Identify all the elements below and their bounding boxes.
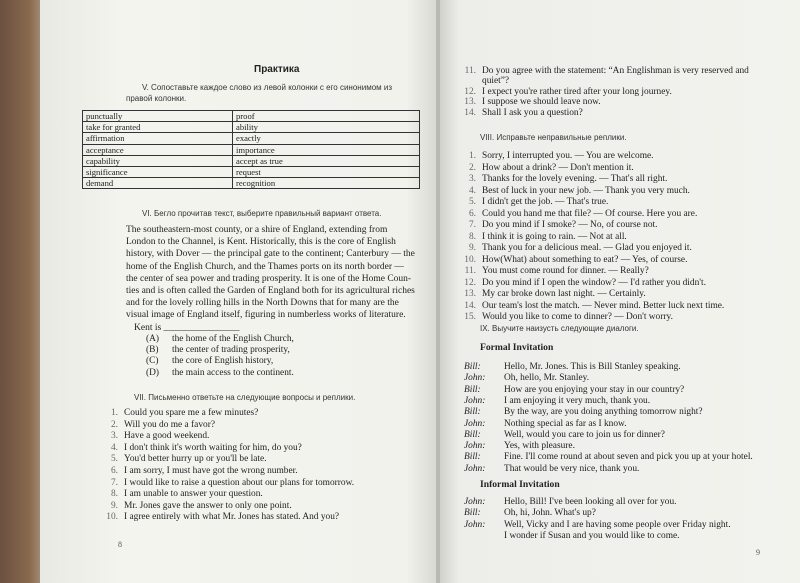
item-text: Thanks for the lovely evening. — That's all right.	[482, 174, 668, 184]
synonym-cell: ability	[233, 122, 420, 133]
item-number: 7.	[110, 477, 118, 488]
text-line: and for the lovely rolling hills in the North Downs that for many are the	[126, 298, 399, 309]
item-number: 1.	[110, 408, 118, 418]
text-line: visual image of England itself, figuring in numberless works of literature.	[126, 310, 406, 321]
item-number: 2.	[468, 162, 476, 173]
item-number: 12.	[464, 86, 476, 97]
text-line: ties and is often called the Garden of England both for its agricultural riches	[126, 285, 415, 296]
item-text: I didn't get the job. — That's true.	[482, 197, 609, 207]
utterance: How are you enjoying your stay in our country?	[504, 384, 685, 395]
speaker: Bill:	[464, 429, 481, 440]
item-number: 13.	[464, 289, 476, 299]
book-spine	[436, 0, 440, 583]
item-number: 11.	[464, 66, 476, 76]
option-text: the center of trading prosperity,	[172, 345, 290, 356]
utterance: Oh, hello, Mr. Stanley.	[504, 373, 590, 384]
synonym-cell: proof	[233, 111, 420, 122]
item-text: Would you like to come to dinner? — Don't worry.	[482, 312, 673, 322]
utterance: Fine. I'll come round at about seven and pick you up at your hotel.	[504, 452, 753, 463]
text-line: the center of sea power and trading prosperity. It is one of the Home Coun-	[126, 273, 412, 284]
item-text: I think it is going to rain. — Not at all.	[482, 231, 627, 242]
task-v-line2: правой колонки.	[126, 94, 187, 103]
table-row	[83, 178, 420, 189]
item-text: I don't think it's worth waiting for him, do you?	[124, 442, 302, 453]
utterance: Oh, hi, John. What's up?	[504, 508, 596, 519]
task-vi: VI. Бегло прочитав текст, выберите правильный вариант ответа.	[142, 209, 382, 218]
item-text: I agree entirely with what Mr. Jones has stated. And you?	[124, 512, 340, 523]
text-line: The southeastern-most county, or a shire of England, extending from	[126, 225, 388, 235]
task-vii: VII. Письменно ответьте на следующие вопросы и реплики.	[134, 393, 356, 402]
option-letter: (C)	[146, 356, 159, 367]
option-letter: (B)	[146, 345, 159, 356]
option-text: the core of English history,	[172, 356, 274, 367]
item-text: quiet”?	[482, 76, 510, 87]
utterance: Hello, Mr. Jones. This is Bill Stanley speaking.	[504, 362, 681, 372]
page-number-left: 8	[118, 540, 122, 549]
utterance: Nothing special as far as I know.	[504, 418, 627, 429]
item-text: How(What) about something to eat? — Yes, of course.	[482, 254, 688, 265]
word-cell: capability	[83, 155, 233, 166]
item-text: Do you mind if I open the window? — I'd rather you didn't.	[482, 277, 706, 288]
table-row	[83, 133, 420, 144]
task-ix: IX. Выучите наизусть следующие диалоги.	[480, 324, 639, 333]
utterance: I am enjoying it very much, thank you.	[504, 395, 651, 406]
word-cell: take for granted	[83, 122, 233, 133]
speaker: Bill:	[464, 452, 481, 463]
option-letter: (D)	[146, 367, 160, 378]
formal-invitation-title: Formal Invitation	[480, 342, 554, 353]
item-text: Could you spare me a few minutes?	[124, 408, 259, 418]
task-viii: VIII. Исправьте неправильные реплики.	[480, 133, 627, 142]
speaker: John:	[464, 463, 486, 474]
item-text: I expect you're rather tired after your long journey.	[482, 86, 672, 97]
item-number: 4.	[110, 442, 118, 453]
item-text: Could you hand me that file? — Of course. Here you are.	[482, 208, 698, 219]
item-text: Sorry, I interrupted you. — You are welcome.	[482, 151, 654, 161]
item-number: 10.	[464, 254, 476, 265]
item-text: Have a good weekend.	[124, 431, 210, 442]
item-text: Shall I ask you a question?	[482, 107, 583, 118]
item-text: I am sorry, I must have got the wrong number.	[124, 466, 298, 476]
synonym-cell: request	[233, 166, 420, 177]
item-number: 5.	[468, 197, 476, 207]
word-cell: punctually	[83, 111, 233, 122]
option-text: the main access to the continent.	[172, 367, 294, 378]
utterance: I wonder if Susan and you would like to come.	[504, 530, 680, 541]
item-text: Do you mind if I smoke? — No, of course not.	[482, 220, 658, 230]
item-text: Will you do me a favor?	[124, 419, 215, 430]
item-number: 6.	[110, 466, 118, 476]
text-line: home of the English Church, and the Thames ports on its north border —	[126, 261, 404, 272]
item-number: 8.	[468, 231, 476, 242]
item-number: 6.	[468, 208, 476, 219]
word-cell: significance	[83, 166, 233, 177]
item-text: My car broke down last night. — Certainly.	[482, 289, 646, 299]
page-number-right: 9	[756, 548, 760, 557]
item-number: 7.	[468, 220, 476, 230]
kent-is-prompt: Kent is ________________	[134, 323, 240, 333]
item-number: 4.	[468, 185, 476, 196]
word-cell: acceptance	[83, 144, 233, 155]
speaker: John:	[464, 418, 486, 429]
item-number: 12.	[464, 277, 476, 288]
item-text: Best of luck in your new job. — Thank you very much.	[482, 185, 690, 196]
item-number: 3.	[468, 174, 476, 184]
text-line: London to the Channel, is Kent. Historically, this is the core of English	[126, 237, 396, 248]
item-number: 13.	[464, 97, 476, 108]
table-row	[83, 155, 420, 166]
option-text: the home of the English Church,	[172, 334, 294, 344]
item-number: 3.	[110, 431, 118, 442]
section-title: Практика	[254, 64, 300, 75]
utterance: By the way, are you doing anything tomorrow night?	[504, 407, 703, 418]
item-number: 11.	[464, 266, 476, 276]
utterance: Yes, with pleasure.	[504, 441, 575, 452]
utterance: Well, Vicky and I are having some people over Friday night.	[504, 519, 731, 530]
informal-invitation-title: Informal Invitation	[480, 479, 560, 490]
item-text: Mr. Jones gave the answer to only one point.	[124, 500, 292, 511]
table-row	[83, 111, 420, 122]
item-number: 10.	[106, 512, 118, 523]
speaker: John:	[464, 373, 486, 384]
synonym-cell: exactly	[233, 133, 420, 144]
item-text: I suppose we should leave now.	[482, 97, 601, 108]
text-line: history, with Dover — the principal gate to the continent; Canterbury — the	[126, 249, 415, 260]
item-number: 5.	[110, 454, 118, 465]
item-number: 9.	[468, 243, 476, 253]
utterance: Well, would you care to join us for dinner?	[504, 429, 665, 440]
item-text: Thank you for a delicious meal. — Glad you enjoyed it.	[482, 243, 692, 253]
item-text: Do you agree with the statement: “An Englishman is very reserved and	[482, 66, 749, 76]
speaker: John:	[464, 441, 486, 452]
item-number: 1.	[468, 151, 476, 161]
item-number: 14.	[464, 107, 476, 118]
item-number: 2.	[110, 419, 118, 430]
speaker: John:	[464, 395, 486, 406]
kent-text	[126, 224, 415, 322]
item-text: Our team's lost the match. — Never mind. Better luck next time.	[482, 300, 725, 311]
speaker: Bill:	[464, 384, 481, 395]
synonym-table	[82, 110, 420, 189]
table-row	[83, 122, 420, 133]
speaker: Bill:	[464, 407, 481, 418]
item-text: I would like to raise a question about our plans for tomorrow.	[124, 477, 355, 488]
speaker: John:	[464, 519, 486, 530]
word-cell: affirmation	[83, 133, 233, 144]
item-text: You'd better hurry up or you'll be late.	[124, 454, 267, 465]
item-text: I am unable to answer your question.	[124, 489, 263, 500]
table-row	[83, 166, 420, 177]
task-v-line1: V. Сопоставьте каждое слово из левой колонки с его синонимом из	[142, 83, 392, 92]
synonym-cell: importance	[233, 144, 420, 155]
table-row	[83, 144, 420, 155]
synonym-cell: recognition	[233, 178, 420, 189]
utterance: That would be very nice, thank you.	[504, 463, 640, 474]
item-text: You must come round for dinner. — Really?	[482, 266, 649, 276]
item-number: 15.	[464, 312, 476, 322]
item-text: How about a drink? — Don't mention it.	[482, 162, 634, 173]
item-number: 9.	[110, 500, 118, 511]
speaker: John:	[464, 497, 486, 507]
utterance: Hello, Bill! I've been looking all over for you.	[504, 497, 677, 507]
synonym-cell: accept as true	[233, 155, 420, 166]
speaker: Bill:	[464, 508, 481, 519]
item-number: 8.	[110, 489, 118, 500]
word-cell: demand	[83, 178, 233, 189]
item-number: 14.	[464, 300, 476, 311]
option-letter: (A)	[146, 334, 160, 344]
speaker: Bill:	[464, 362, 481, 372]
